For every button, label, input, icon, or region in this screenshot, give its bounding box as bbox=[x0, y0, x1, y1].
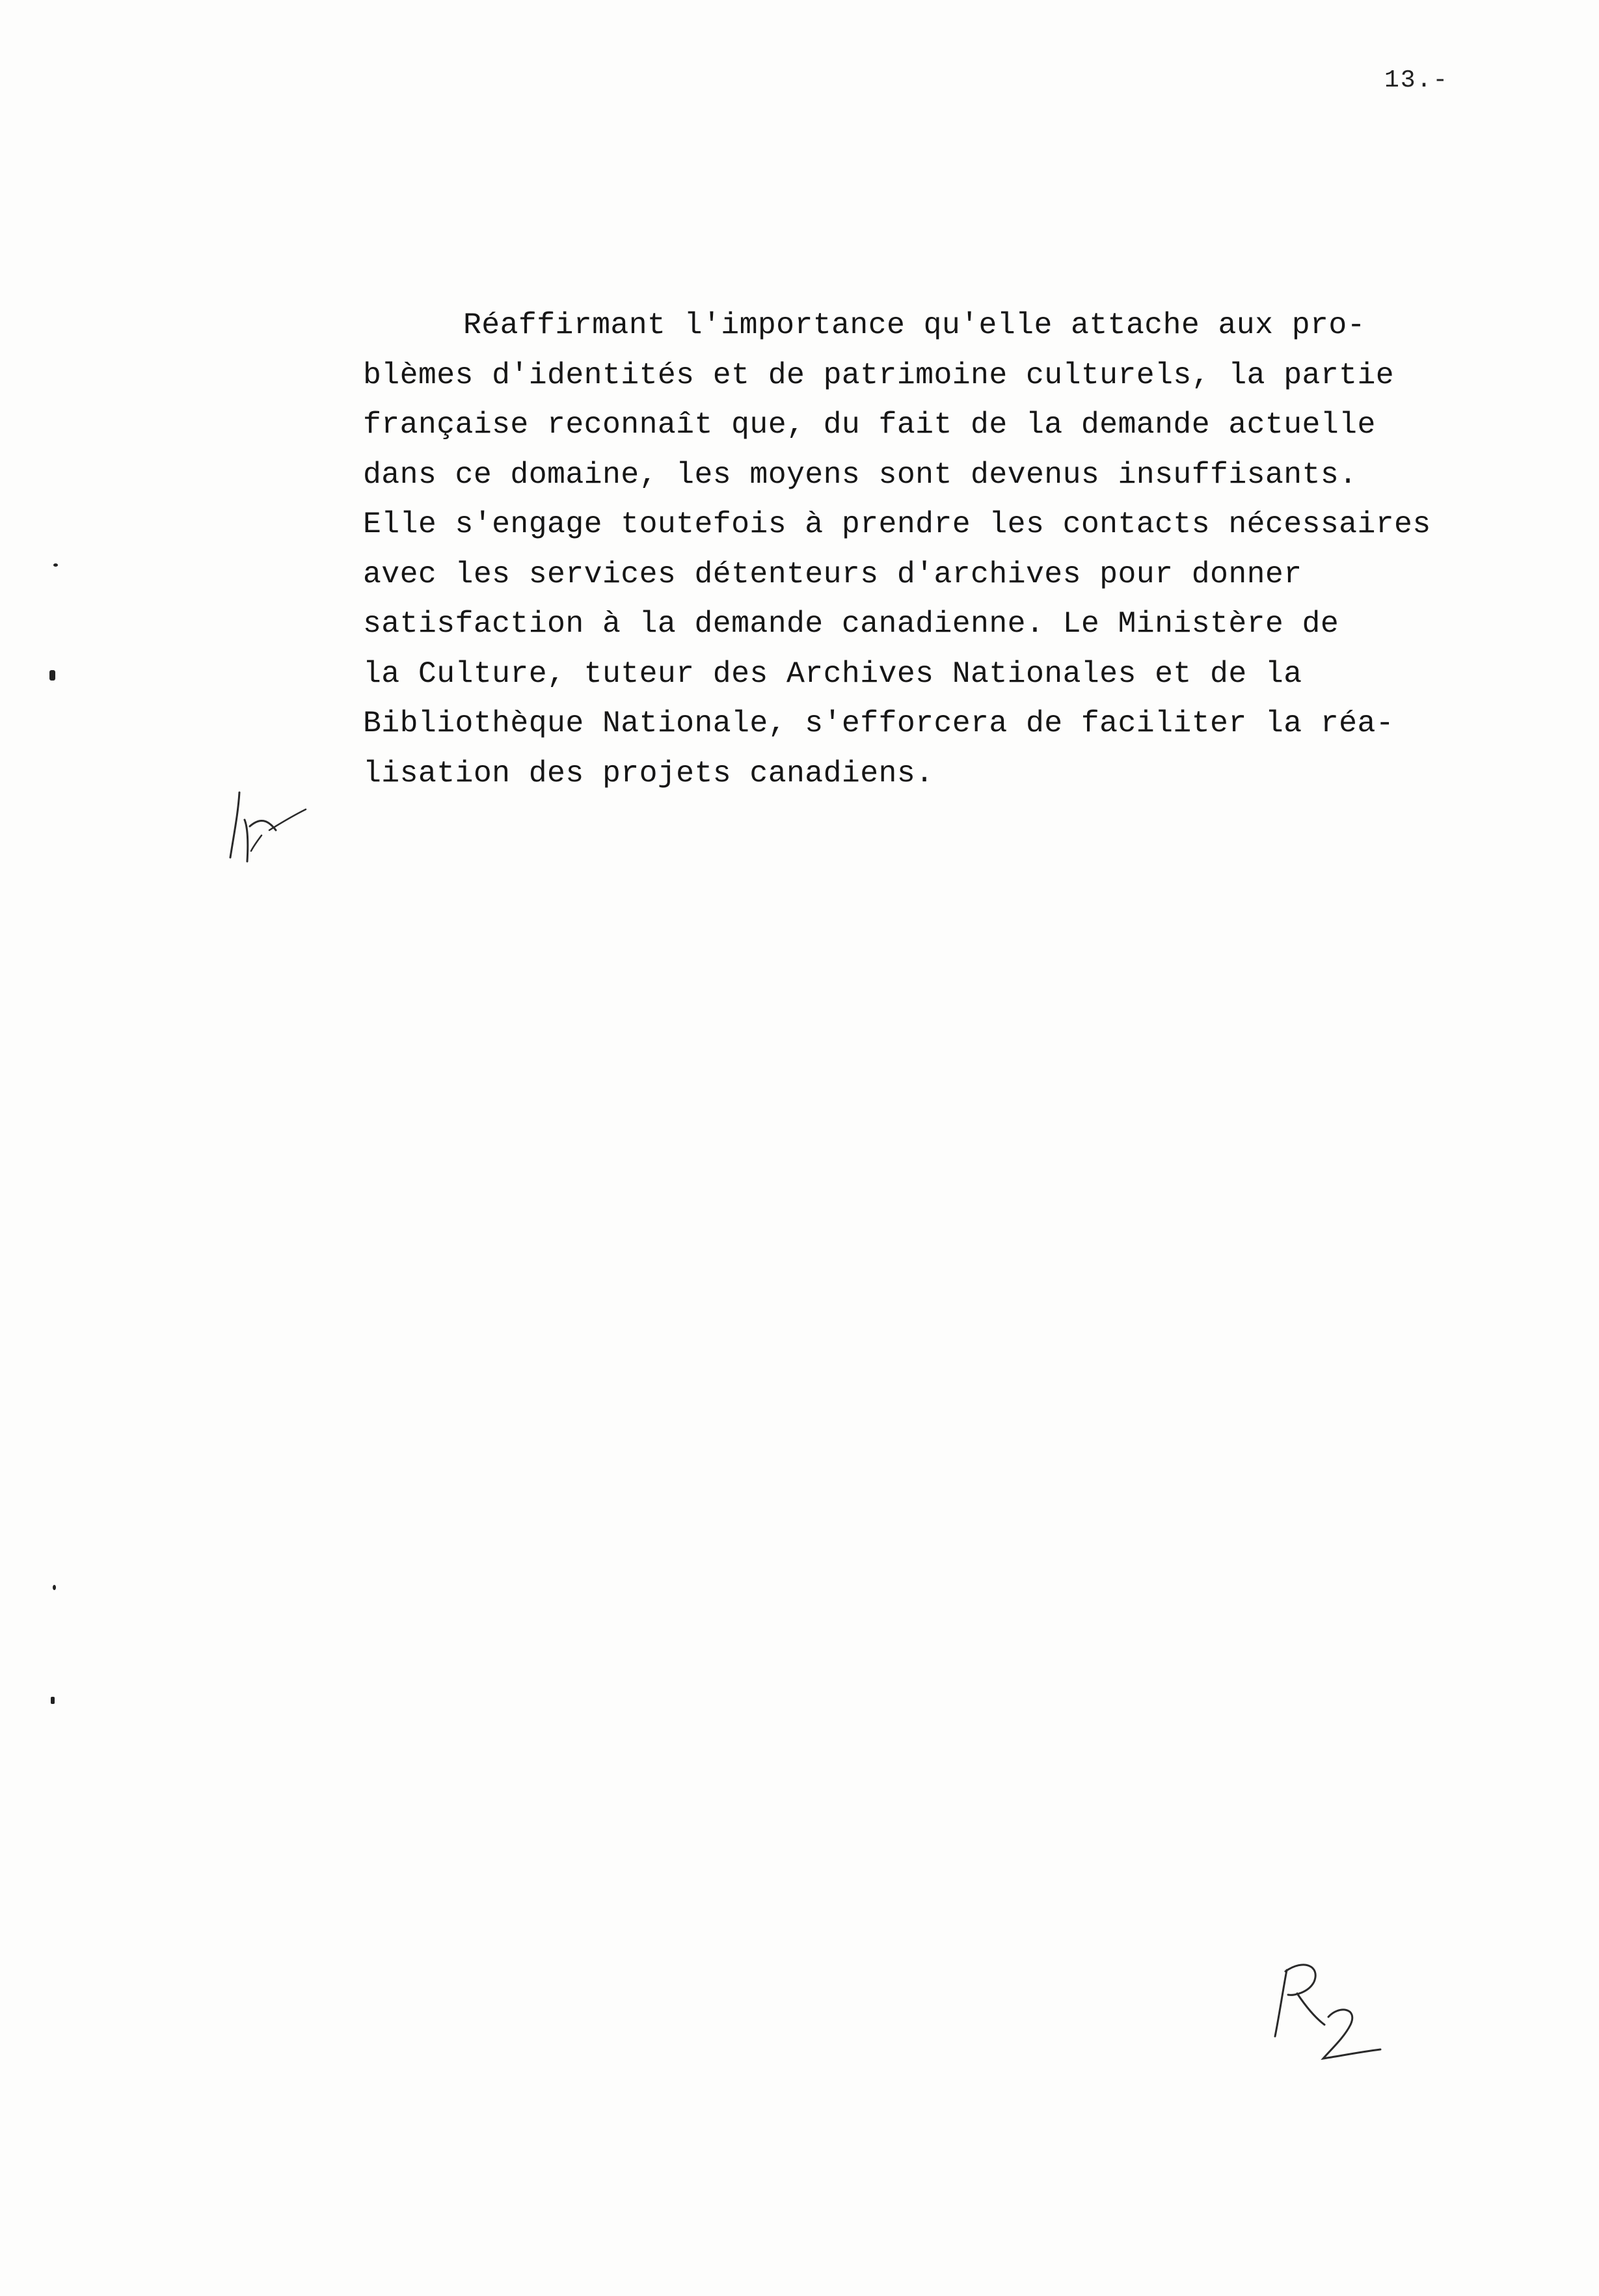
paragraph-line: Elle s'engage toutefois à prendre les contacts nécessaires bbox=[363, 507, 1431, 541]
handwritten-initials-r2 bbox=[1269, 1952, 1399, 2069]
paragraph-line: la Culture, tuteur des Archives Nationales et de la bbox=[363, 656, 1302, 691]
body-paragraph bbox=[363, 301, 1534, 798]
paragraph-line: française reconnaît que, du fait de la demande actuelle bbox=[363, 407, 1376, 442]
paragraph-line: Réaffirmant l'importance qu'elle attache aux pro- bbox=[463, 308, 1365, 342]
paragraph-line: Bibliothèque Nationale, s'efforcera de faciliter la réa- bbox=[363, 706, 1395, 740]
paragraph-line: blèmes d'identités et de patrimoine culturels, la partie bbox=[363, 357, 1395, 392]
paragraph-line: lisation des projets canadiens. bbox=[363, 755, 934, 790]
scan-speck bbox=[49, 670, 55, 681]
handwritten-initials-left bbox=[221, 781, 312, 865]
page-number: 13.- bbox=[1384, 66, 1449, 94]
scan-speck bbox=[53, 1585, 56, 1590]
paragraph-line: dans ce domaine, les moyens sont devenus insuffisants. bbox=[363, 457, 1358, 492]
scan-speck bbox=[51, 1697, 55, 1704]
paragraph-line: avec les services détenteurs d'archives pour donner bbox=[363, 556, 1302, 591]
scan-speck bbox=[53, 563, 58, 567]
paragraph-line: satisfaction à la demande canadienne. Le Ministère de bbox=[363, 606, 1339, 641]
